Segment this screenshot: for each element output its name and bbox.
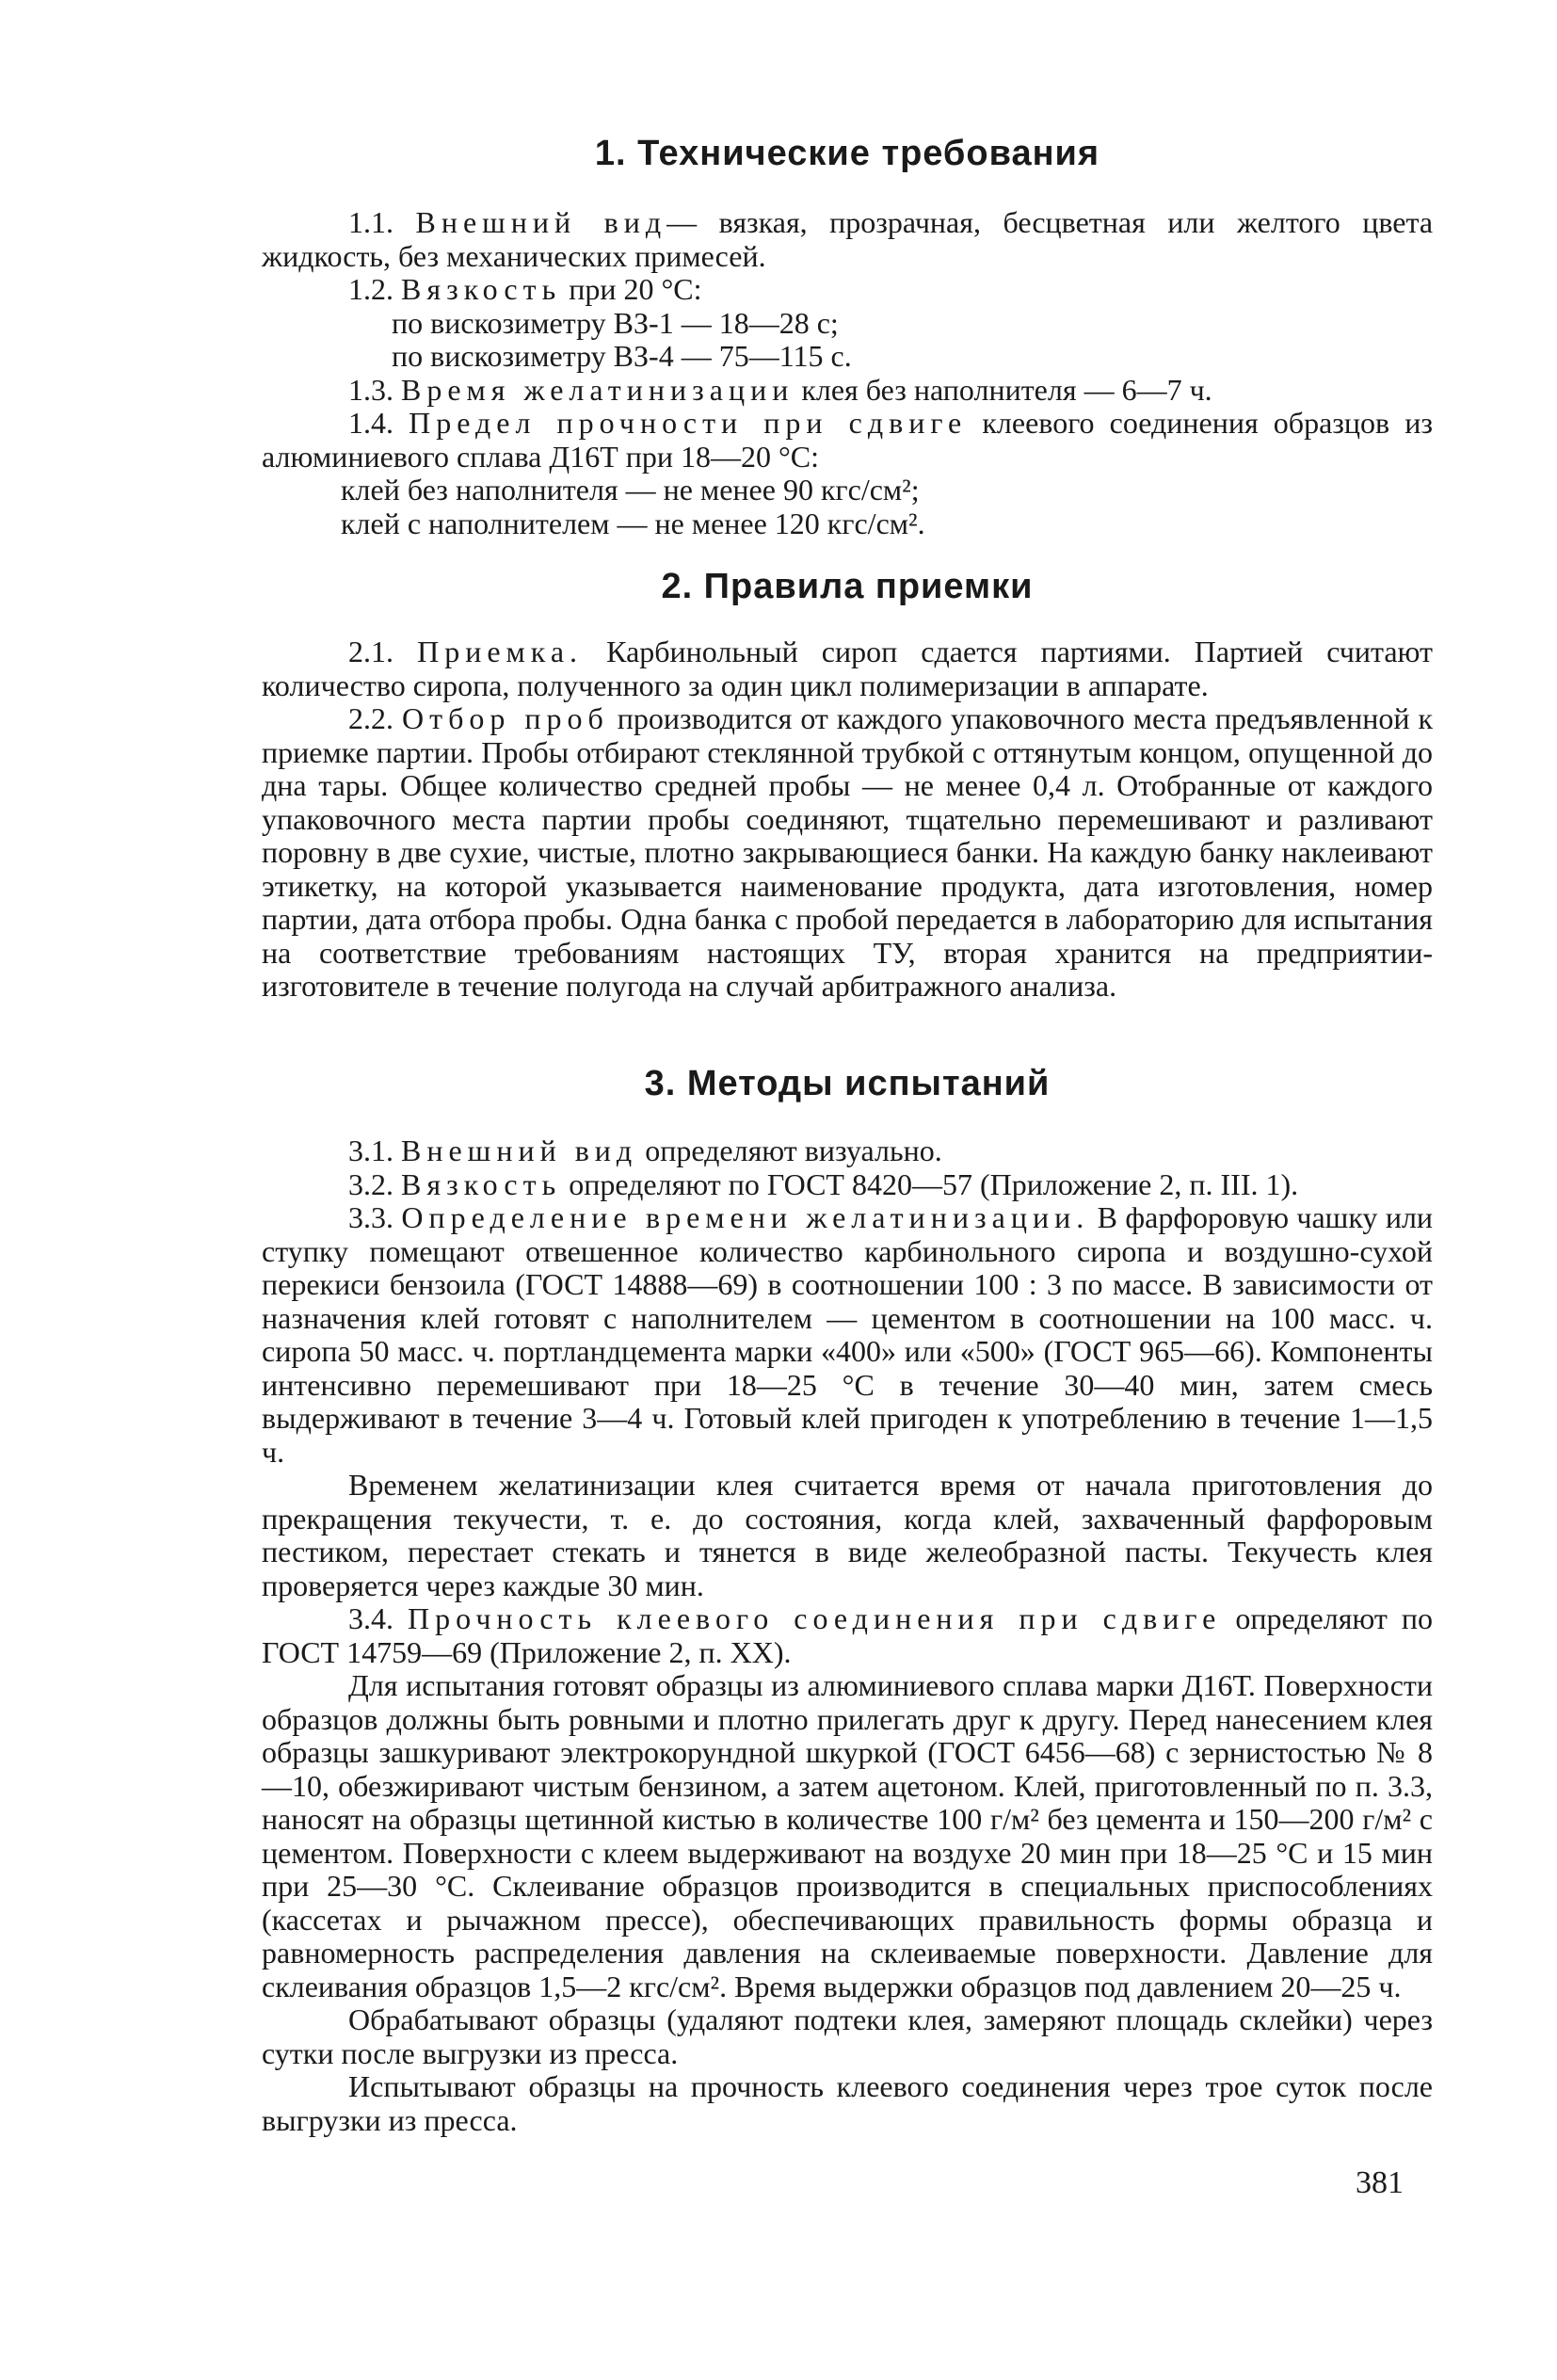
viscosity-value-vz1: по вискозиметру ВЗ-1 — 18—28 с;	[392, 305, 839, 340]
clause-number: 1.4.	[348, 406, 393, 440]
paragraph-3-2	[262, 1168, 1433, 1202]
clause-text: — вязкая, прозрачная, бесцветная или желтого цвета жидкость, без механических примесей.	[262, 205, 1434, 273]
clause-number: 3.3.	[348, 1200, 393, 1234]
section-test-methods	[262, 1064, 1433, 2137]
strength-no-filler: клей без наполнителя — не менее 90 кгс/см²;	[341, 473, 920, 507]
paragraph-3-4	[262, 1602, 1433, 1669]
paragraph-3-1	[262, 1134, 1433, 1168]
clause-label: Время желатинизации	[401, 372, 795, 407]
clause-text: определяют по ГОСТ 8420—57 (Приложение 2, п. III. 1).	[569, 1166, 1299, 1201]
clause-label: Отбор проб	[402, 701, 609, 735]
clause-text: клеевого соединения образцов из алюминиевого сплава Д16Т при 18—20 °С:	[262, 406, 1434, 474]
viscosity-line-1	[262, 307, 1433, 341]
paragraph-2-1	[262, 635, 1433, 702]
clause-number: 3.4.	[348, 1601, 393, 1635]
clause-label: Предел прочности при сдвиге	[409, 406, 968, 440]
strength-line-1	[262, 474, 1433, 507]
clause-number: 1.3.	[348, 372, 393, 407]
clause-label: Вязкость	[401, 1166, 562, 1201]
paragraph-3-3	[262, 1201, 1433, 1469]
section-title: 2. Правила приемки	[661, 567, 1034, 606]
clause-label: Внешний вид	[401, 1134, 638, 1167]
paragraph-3-4-testing: Испытывают образцы на прочность клеевого соединения через трое суток после выгрузки из пресса.	[262, 2069, 1433, 2137]
strength-line-2	[262, 507, 1433, 541]
clause-number: 2.2.	[348, 701, 393, 735]
clause-text: производится от каждого упаковочного места предъявленной к приемке партии. Пробы отбирают стеклянной трубкой с оттянутым концом, опущенной до дна тары. Общее количество средней пробы — не менее 0,4 л. Отобранные от каждого упаковочного места партии пробы соединяют, тщательно перемешивают и разливают поровну в две сухие, чистые, плотно закрывающиеся банки. На каждую банку наклеивают этикетку, на которой указывается наименование продукта, дата изготовления, номер партии, дата отбора пробы. Одна банка с пробой передается в лабораторию для испытания на соответствие требованиям настоящих ТУ, вторая хранится на предприятии-изготовителе в течение полугода на случай арбитражного анализа.	[262, 701, 1434, 1003]
paragraph-3-4-samples: Для испытания готовят образцы из алюминиевого сплава марки Д16Т. Поверхности образцов должны быть ровными и плотно прилегать друг к другу. Перед нанесением клея образцы зашкуривают электрокорундной шкуркой (ГОСТ 6456—68) с зернистостью № 8—10, обезжиривают чистым бензином, а затем ацетоном. Клей, приготовленный по п. 3.3, наносят на образцы щетинной кистью в количестве 100 г/м² без цемента и 150—200 г/м² с цементом. Поверхности с клеем выдерживают на воздухе 20 мин при 18—25 °С и 15 мин при 25—30 °С. Склеивание образцов производится в специальных приспособлениях (кассетах и рычажном прессе), обеспечивающих правильность формы образца и равномерность распределения давления на склеиваемые поверхности. Давление для склеивания образцов 1,5—2 кгс/см². Время выдержки образцов под давлением 20—25 ч.	[262, 1668, 1433, 2003]
clause-text: Карбинольный сироп сдается партиями. Партией считают количество сиропа, полученного за один цикл полимеризации в аппарате.	[262, 635, 1434, 702]
clause-text: В фарфоровую чашку или ступку помещают отвешенное количество карбинольного сиропа и воздушно-сухой перекиси бензоила (ГОСТ 14888—69) в соотношении 100 : 3 по массе. В зависимости от назначения клей готовят с наполнителем — цементом в соотношении на 100 масс. ч. сиропа 50 масс. ч. портландцемента марки «400» или «500» (ГОСТ 965—66). Компоненты интенсивно перемешивают при 18—25 °С в течение 30—40 мин, затем смесь выдерживают в течение 3—4 ч. Готовый клей пригоден к употреблению в течение 1—1,5 ч.	[262, 1200, 1434, 1469]
paragraph-1-3	[262, 374, 1433, 408]
section-title: 1. Технические требования	[594, 134, 1100, 173]
clause-number: 1.2.	[348, 272, 393, 306]
clause-number: 2.1.	[348, 635, 393, 668]
clause-text: клея без наполнителя — 6—7 ч.	[801, 372, 1212, 407]
paragraph-3-4-processing: Обрабатывают образцы (удаляют подтеки клея, замеряют площадь склейки) через сутки после выгрузки из пресса.	[262, 2002, 1433, 2070]
paragraph-2-2	[262, 702, 1433, 1004]
paragraph-3-3-gel-time: Временем желатинизации клея считается время от начала приготовления до прекращения текучести, т. е. до состояния, когда клей, захваченный фарфоровым пестиком, перестает стекать и тянется в виде желеобразной пасты. Текучесть клея проверяется через каждые 30 мин.	[262, 1468, 1433, 1602]
clause-label: Определение времени желатинизации.	[401, 1200, 1090, 1234]
clause-number: 1.1.	[348, 205, 393, 239]
viscosity-value-vz4: по вискозиметру ВЗ-4 — 75—115 с.	[392, 339, 852, 373]
paragraph-1-4	[262, 407, 1433, 474]
clause-label: Внешний вид	[415, 205, 667, 239]
clause-text: определяют по ГОСТ 14759—69 (Приложение 2, п. XX).	[262, 1601, 1434, 1669]
clause-label: Прочность клеевого соединения при сдвиге	[408, 1601, 1222, 1635]
viscosity-line-2	[262, 340, 1433, 374]
page-number: 381	[1356, 2165, 1404, 2200]
clause-number: 3.2.	[348, 1166, 393, 1201]
clause-text: определяют визуально.	[645, 1134, 942, 1167]
clause-number: 3.1.	[348, 1134, 393, 1167]
strength-with-filler: клей с наполнителем — не менее 120 кгс/см².	[341, 506, 925, 540]
section-technical-requirements	[262, 134, 1433, 540]
paragraph-1-2	[262, 273, 1433, 307]
clause-text: при 20 °С:	[569, 272, 702, 306]
clause-label: Вязкость	[401, 272, 562, 306]
section-title: 3. Методы испытаний	[644, 1064, 1051, 1103]
clause-label: Приемка.	[417, 635, 584, 668]
paragraph-1-1	[262, 206, 1433, 273]
section-acceptance-rules	[262, 567, 1433, 1004]
